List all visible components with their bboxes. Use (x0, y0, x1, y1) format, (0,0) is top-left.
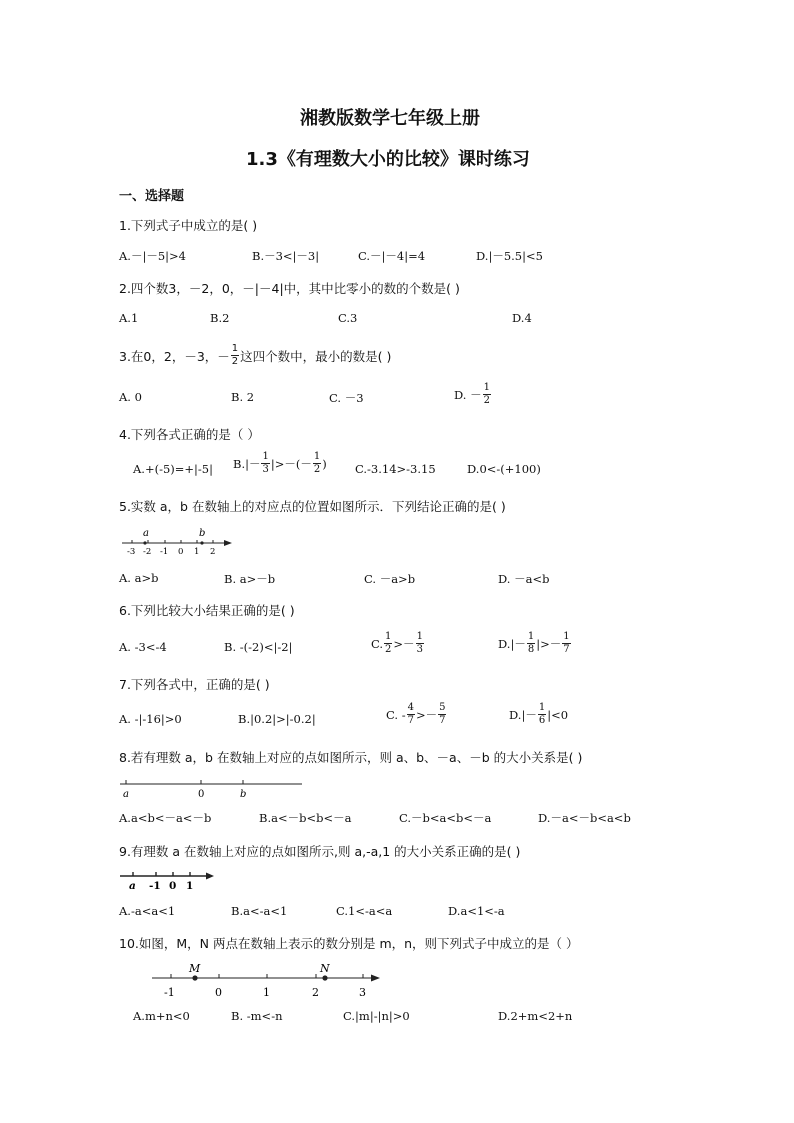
question-7-option-d-fraction: $\frac{1}{6}$ (538, 702, 546, 726)
question-10-option-c: C.|m|-|n|>0 (343, 1009, 410, 1023)
question-10-option-d: D.2+m<2+n (498, 1009, 573, 1023)
question-5-tick-label: 2 (210, 547, 216, 557)
question-8-option-d: D.－a<－b<a<b (538, 811, 631, 825)
question-2-option-c: C.3 (338, 311, 358, 325)
question-3-option-d-fraction: $\frac{1}{2}$ (483, 382, 490, 406)
question-4-option-d: D.0<-(+100) (467, 462, 541, 476)
question-3-stem-fraction: $\frac{1}{2}$ (231, 343, 239, 367)
question-3-option-d: D. － $\frac{1}{2}$ (454, 382, 490, 406)
question-3-option-b: B. 2 (231, 390, 255, 404)
section-heading: 一、选择题 (119, 189, 185, 204)
question-3-stem-pre: 3.在0，2，－3，－ (119, 348, 230, 364)
question-7-option-a: A. -|-16|>0 (119, 712, 182, 726)
question-5-point-b: b (199, 528, 206, 539)
question-5-option-d: D. －a<b (498, 572, 550, 586)
question-1-option-d: D.|－5.5|<5 (476, 249, 543, 263)
question-7-option-d: D.|－ $\frac{1}{6}$ |<0 (509, 702, 569, 726)
question-10-option-b: B. -m<-n (231, 1009, 283, 1023)
question-2-option-a: A.1 (119, 311, 139, 325)
question-8-tick-zero: 0 (198, 789, 205, 800)
question-2-option-b: B.2 (210, 311, 230, 325)
question-9-point-a: a (129, 880, 136, 892)
question-6-option-c: C. $\frac{1}{2}$ >－ $\frac{1}{3}$ (371, 631, 423, 655)
question-8-number-line (118, 776, 308, 802)
question-7-option-c-fraction-2: $\frac{5}{7}$ (439, 702, 446, 726)
question-1-option-c: C.－|－4|=4 (358, 249, 426, 263)
question-5-option-b: B. a>－b (224, 572, 276, 586)
question-5-stem: 5.实数 a，b 在数轴上的对应点的位置如图所示．下列结论正确的是( ) (119, 499, 506, 514)
question-9-option-b: B.a<-a<1 (231, 904, 288, 918)
question-10-stem: 10.如图，M，N 两点在数轴上表示的数分别是 m，n，则下列式子中成立的是（ ） (119, 936, 579, 951)
question-9-tick-label: 0 (169, 880, 177, 892)
question-5-tick-label: 1 (194, 547, 200, 557)
question-8-point-b: b (240, 789, 247, 800)
question-3-stem-post: 这四个数中，最小的数是( ) (240, 348, 392, 364)
question-5-tick-label: -3 (127, 547, 136, 557)
question-10-point-n: N (320, 962, 330, 975)
question-9-stem: 9.有理数 a 在数轴上对应的点如图所示,则 a,-a,1 的大小关系正确的是( ) (119, 844, 521, 859)
question-6-stem: 6.下列比较大小结果正确的是( ) (119, 603, 295, 618)
question-4-option-b-fraction-2: $\frac{1}{2}$ (313, 451, 321, 475)
question-4-stem: 4.下列各式正确的是（ ） (119, 427, 260, 442)
question-9-option-c: C.1<-a<a (336, 904, 393, 918)
question-4-option-b: B.|－ $\frac{1}{3}$ |>－(－ $\frac{1}{2}$ ) (233, 451, 327, 475)
question-1-option-a: A.－|－5|>4 (119, 249, 186, 263)
question-4-option-a: A.+(-5)=+|-5| (133, 462, 213, 476)
question-1-option-b: B.－3<|－3| (252, 249, 320, 263)
question-7-stem: 7.下列各式中，正确的是( ) (119, 677, 270, 692)
question-8-option-c: C.－b<a<b<－a (399, 811, 492, 825)
question-5-tick-label: -1 (160, 547, 169, 557)
question-10-tick-label: 3 (359, 986, 366, 999)
question-8-option-b: B.a<－b<b<－a (259, 811, 352, 825)
question-6-option-d: D.|－ $\frac{1}{8}$ |>－ $\frac{1}{7}$ (498, 631, 570, 655)
question-5-number-line (118, 527, 238, 557)
question-9-option-d: D.a<1<-a (448, 904, 505, 918)
question-5-option-a: A. a>b (119, 571, 159, 585)
question-7-option-b: B.|0.2|>|-0.2| (238, 712, 316, 726)
question-9-option-a: A.-a<a<1 (119, 904, 176, 918)
question-6-option-a: A. -3<-4 (119, 640, 167, 654)
question-10-option-a: A.m+n<0 (133, 1009, 190, 1023)
question-5-option-c: C. －a>b (364, 572, 416, 586)
question-8-point-a: a (123, 789, 129, 800)
question-10-number-line (148, 958, 388, 1002)
page-title: 湘教版数学七年级上册 (300, 108, 480, 129)
question-6-option-c-fraction-1: $\frac{1}{2}$ (385, 631, 392, 655)
question-4-option-c: C.-3.14>-3.15 (355, 462, 436, 476)
page-subtitle: 1.3《有理数大小的比较》课时练习 (246, 149, 530, 170)
question-10-point-m: M (189, 962, 201, 975)
question-8-stem: 8.若有理数 a，b 在数轴上对应的点如图所示，则 a、b、－a、－b 的大小关系是( ) (119, 750, 583, 765)
question-3-option-c: C. －3 (329, 391, 364, 405)
question-5-tick-label: -2 (143, 547, 152, 557)
question-6-option-b: B. -(-2)<|-2| (224, 640, 293, 654)
question-4-option-b-fraction-1: $\frac{1}{3}$ (262, 451, 269, 475)
question-10-tick-label: -1 (164, 986, 175, 999)
question-9-tick-label: 1 (186, 880, 194, 892)
question-6-option-c-fraction-2: $\frac{1}{3}$ (416, 631, 423, 655)
question-6-option-d-fraction-1: $\frac{1}{8}$ (527, 631, 535, 655)
question-7-option-c: C. - $\frac{4}{7}$ >－ $\frac{5}{7}$ (386, 702, 446, 726)
question-9-tick-label: -1 (149, 880, 161, 892)
question-5-point-a: a (143, 528, 149, 539)
question-2-option-d: D.4 (512, 311, 532, 325)
question-3-stem (119, 344, 391, 367)
question-1-stem: 1.下列式子中成立的是( ) (119, 218, 258, 233)
question-10-tick-label: 0 (215, 986, 222, 999)
question-7-option-c-fraction-1: $\frac{4}{7}$ (407, 702, 414, 726)
question-10-tick-label: 1 (263, 986, 270, 999)
question-6-option-d-fraction-2: $\frac{1}{7}$ (563, 631, 570, 655)
question-5-tick-label: 0 (178, 547, 184, 557)
question-2-stem: 2.四个数3，－2，0，－|－4|中，其中比零小的数的个数是( ) (119, 281, 460, 296)
question-10-tick-label: 2 (312, 986, 319, 999)
question-3-option-a: A. 0 (119, 390, 142, 404)
question-9-number-line (118, 866, 218, 892)
question-8-option-a: A.a<b<－a<－b (119, 811, 212, 825)
